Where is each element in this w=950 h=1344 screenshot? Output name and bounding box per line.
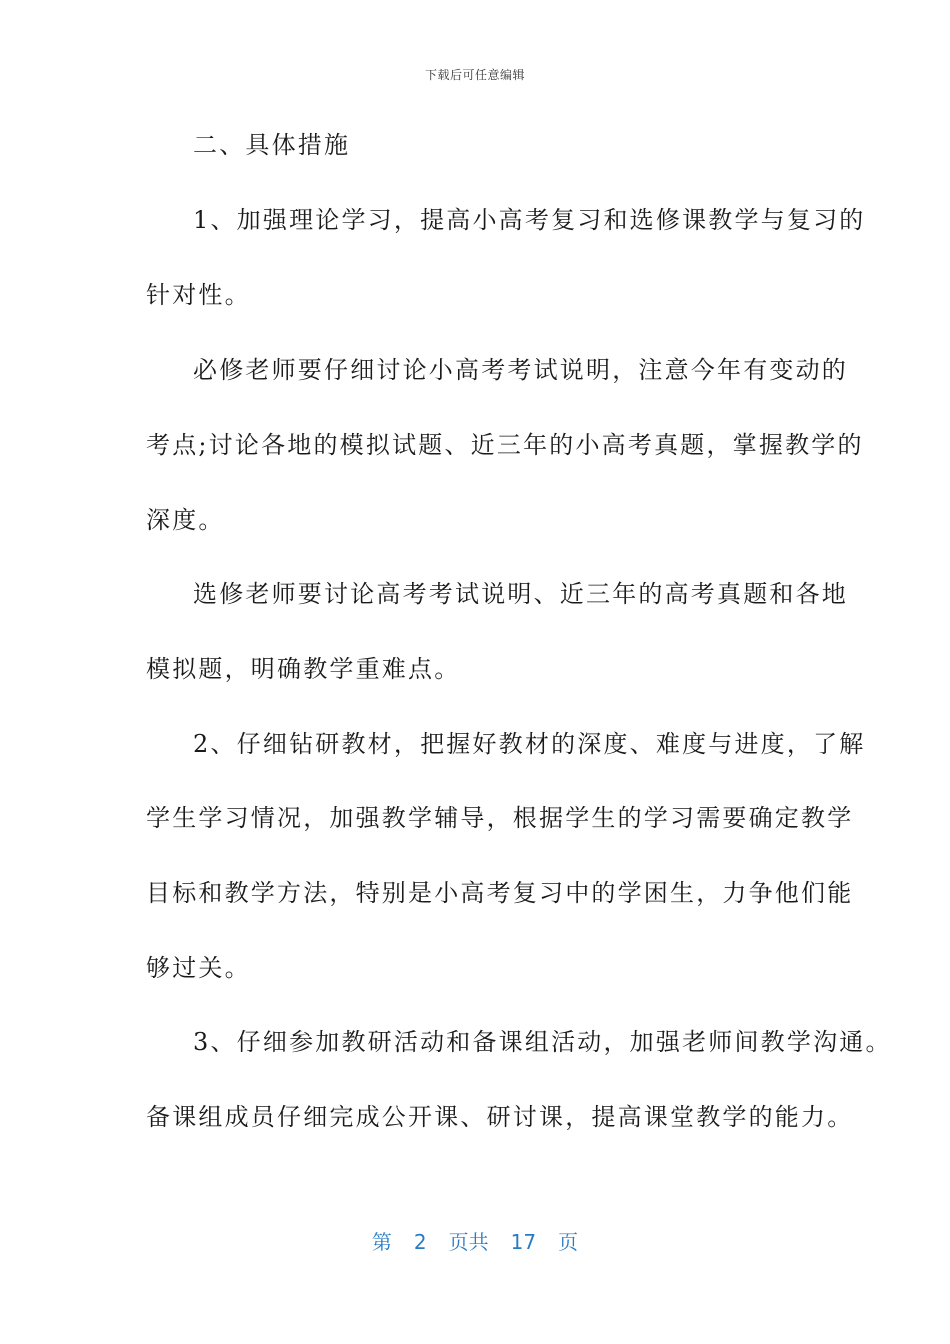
footer-middle: 页共 [448, 1230, 489, 1254]
paragraph-line: 学生学习情况，加强教学辅导，根据学生的学习需要确定教学 [146, 804, 854, 832]
footer-prefix: 第 [371, 1230, 392, 1254]
paragraph-line: 模拟题，明确教学重难点。 [146, 655, 461, 683]
paragraph-line: 1、加强理论学习，提高小高考复习和选修课教学与复习的 [193, 206, 866, 234]
footer-total-pages: 17 [510, 1230, 537, 1254]
paragraph-line: 备课组成员仔细完成公开课、研讨课，提高课堂教学的能力。 [146, 1103, 854, 1131]
footer-suffix: 页 [558, 1230, 579, 1254]
paragraph-line: 选修老师要讨论高考考试说明、近三年的高考真题和各地 [193, 580, 848, 608]
paragraph-line: 必修老师要仔细讨论小高考考试说明，注意今年有变动的 [193, 356, 848, 384]
paragraph-line: 针对性。 [146, 281, 251, 309]
paragraph-line: 考点;讨论各地的模拟试题、近三年的小高考真题，掌握教学的 [146, 431, 864, 459]
header-note: 下载后可任意编辑 [424, 68, 525, 82]
paragraph-line: 够过关。 [146, 954, 251, 982]
paragraph-line: 3、仔细参加教研活动和备课组活动，加强老师间教学沟通。 [193, 1028, 892, 1056]
page-footer [0, 1226, 950, 1255]
paragraph-line: 目标和教学方法，特别是小高考复习中的学困生，力争他们能 [146, 879, 854, 907]
footer-page-number: 2 [413, 1230, 427, 1254]
paragraph-line: 2、仔细钻研教材，把握好教材的深度、难度与进度，了解 [193, 730, 866, 758]
section-heading: 二、具体措施 [193, 131, 351, 159]
paragraph-line: 深度。 [146, 506, 225, 534]
